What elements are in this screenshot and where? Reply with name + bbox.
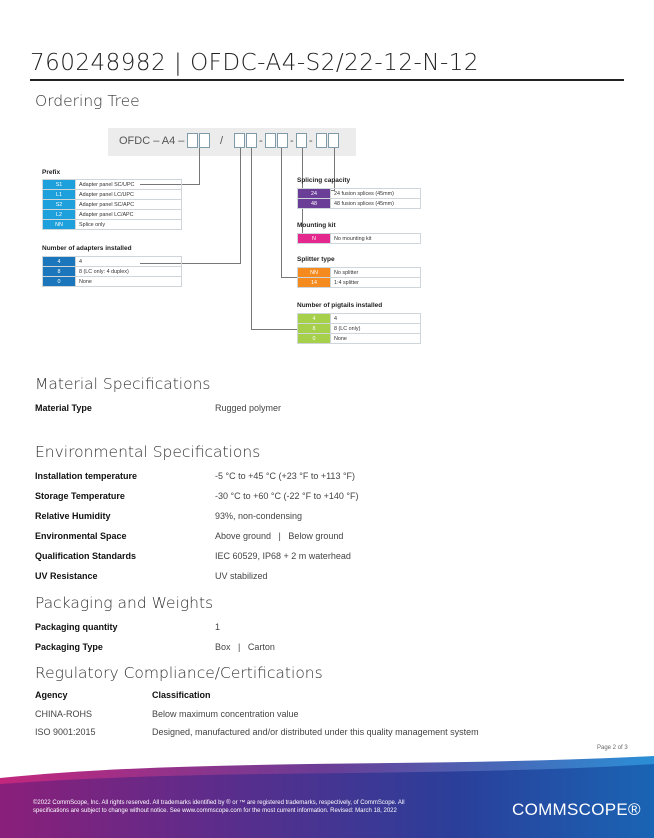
slot-box (277, 133, 288, 148)
prefix-code: L2 (43, 210, 76, 220)
spec-label: Packaging quantity (35, 622, 118, 632)
table-row (43, 190, 182, 200)
spec-value: IEC 60529, IP68 + 2 m waterhead (215, 551, 351, 561)
spec-value: Box | Carton (215, 642, 275, 652)
prefix-desc: Adapter panel SC/UPC (76, 180, 182, 190)
splitter-desc: 1:4 splitter (331, 278, 421, 288)
adapters-code: 4 (43, 257, 76, 267)
mounting-heading: Mounting kit (297, 222, 336, 229)
connector-line (199, 148, 200, 184)
prefix-desc: Splice only (76, 220, 182, 230)
splicing-code: 24 (298, 189, 331, 199)
splicing-code: 48 (298, 199, 331, 209)
spec-label: Qualification Standards (35, 551, 137, 561)
pigtails-code: 4 (298, 314, 331, 324)
slot-box (316, 133, 327, 148)
slot-box (199, 133, 210, 148)
regulatory-title: Regulatory Compliance/Certifications (35, 664, 323, 682)
spec-value: 1 (215, 622, 221, 632)
prefix-desc: Adapter panel LC/UPC (76, 190, 182, 200)
spec-label: UV Resistance (35, 571, 98, 581)
adapters-desc: 4 (76, 257, 182, 267)
table-row (43, 267, 182, 277)
part-dash: - (259, 135, 263, 147)
table-row (298, 268, 421, 278)
prefix-desc: Adapter panel LC/APC (76, 210, 182, 220)
slot-box (265, 133, 276, 148)
splicing-table (297, 188, 421, 209)
spec-label: Environmental Space (35, 531, 127, 541)
agency-header: Agency (35, 690, 68, 700)
prefix-code: L1 (43, 190, 76, 200)
adapters-desc: None (76, 277, 182, 287)
adapters-table (42, 256, 182, 287)
footer-banner (0, 748, 654, 838)
adapters-code: 0 (43, 277, 76, 287)
connector-line (251, 329, 297, 330)
agency-cell: CHINA-ROHS (35, 709, 93, 719)
table-row (298, 334, 421, 344)
spec-value: UV stabilized (215, 571, 268, 581)
mounting-desc: No mounting kit (331, 234, 421, 244)
spec-label: Relative Humidity (35, 511, 111, 521)
table-row (43, 180, 182, 190)
splitter-desc: No splitter (331, 268, 421, 278)
splicing-desc: 24 fusion splices (45mm) (331, 189, 421, 199)
pigtails-desc: None (331, 334, 421, 344)
material-title: Material Specifications (35, 375, 211, 393)
slot-box (328, 133, 339, 148)
prefix-code: NN (43, 220, 76, 230)
spec-value: Above ground | Below ground (215, 531, 344, 541)
splitter-code: NN (298, 268, 331, 278)
table-row (298, 199, 421, 209)
pigtails-heading: Number of pigtails installed (297, 302, 383, 309)
page-number: Page 2 of 3 (597, 745, 628, 751)
classification-header: Classification (152, 690, 211, 700)
spec-label: Storage Temperature (35, 491, 125, 501)
table-row (43, 277, 182, 287)
spec-label: Installation temperature (35, 471, 138, 481)
prefix-heading: Prefix (42, 169, 61, 176)
pigtails-code: 8 (298, 324, 331, 334)
part-prefix: OFDC – A4 – (119, 135, 185, 147)
part-dash: - (290, 135, 294, 147)
table-row (43, 200, 182, 210)
connector-line (251, 148, 252, 329)
prefix-desc: Adapter panel SC/APC (76, 200, 182, 210)
mounting-table (297, 233, 421, 244)
prefix-code: S2 (43, 200, 76, 210)
slot-box (187, 133, 198, 148)
splicing-desc: 48 fusion splices (45mm) (331, 199, 421, 209)
connector-line (240, 148, 241, 263)
connector-line (281, 277, 297, 278)
commscope-logo: COMMSCOPE® (512, 800, 641, 819)
document-title: 760248982 | OFDC-A4-S2/22-12-N-12 (30, 50, 480, 76)
adapters-heading: Number of adapters installed (42, 245, 132, 252)
part-slash: / (220, 135, 224, 147)
header-rule (30, 79, 624, 81)
spec-label: Material Type (35, 403, 92, 413)
spec-value: 93%, non-condensing (215, 511, 303, 521)
spec-value: Rugged polymer (215, 403, 282, 413)
adapters-desc: 8 (LC only: 4 duplex) (76, 267, 182, 277)
slot-box (246, 133, 257, 148)
part-dash: - (309, 135, 313, 147)
splitter-table (297, 267, 421, 288)
ordering-tree-title: Ordering Tree (35, 92, 140, 110)
table-row (298, 314, 421, 324)
packaging-title: Packaging and Weights (35, 594, 214, 612)
environmental-title: Environmental Specifications (35, 443, 261, 461)
pigtails-table (297, 313, 421, 344)
table-row (298, 189, 421, 199)
splicing-heading: Splicing capacity (297, 177, 351, 184)
pigtails-desc: 4 (331, 314, 421, 324)
agency-cell: ISO 9001:2015 (35, 727, 96, 737)
classification-cell: Designed, manufactured and/or distributed under this quality management system (152, 727, 479, 737)
mounting-code: N (298, 234, 331, 244)
table-row (43, 257, 182, 267)
table-row (43, 210, 182, 220)
table-row (298, 324, 421, 334)
table-row (298, 278, 421, 288)
table-row (43, 220, 182, 230)
table-row (298, 234, 421, 244)
prefix-table (42, 179, 182, 230)
spec-value: -30 °C to +60 °C (-22 °F to +140 °F) (215, 491, 359, 501)
spec-value: -5 °C to +45 °C (+23 °F to +113 °F) (215, 471, 356, 481)
classification-cell: Below maximum concentration value (152, 709, 299, 719)
pigtails-desc: 8 (LC only) (331, 324, 421, 334)
slot-box (296, 133, 307, 148)
splitter-heading: Splitter type (297, 256, 335, 263)
spec-label: Packaging Type (35, 642, 103, 652)
prefix-code: S1 (43, 180, 76, 190)
adapters-code: 8 (43, 267, 76, 277)
slot-box (234, 133, 245, 148)
pigtails-code: 0 (298, 334, 331, 344)
footer-legal: ©2022 CommScope, Inc. All rights reserved. All trademarks identified by ® or ™ are registered trademarks, respectively, of CommScope. All specifications are subject to change without notice. See www.commscope.com for the most current information. Revised: March 18, 2022 (33, 800, 405, 814)
splitter-code: 14 (298, 278, 331, 288)
connector-line (281, 148, 282, 278)
